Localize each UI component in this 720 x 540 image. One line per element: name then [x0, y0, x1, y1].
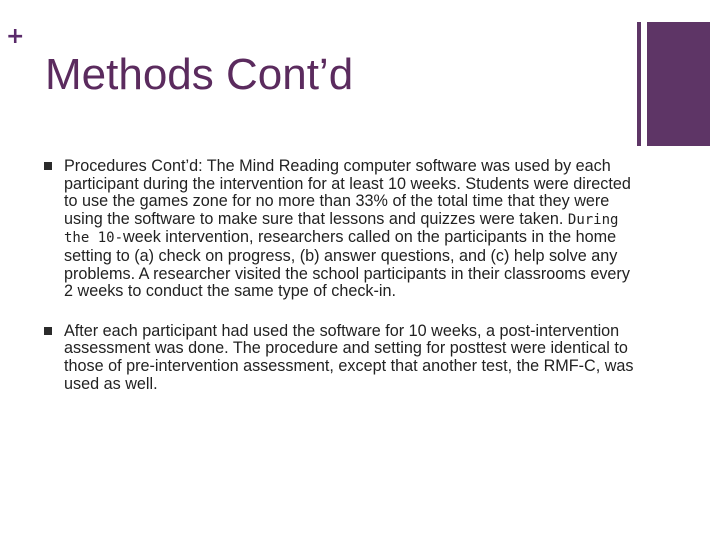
accent-bar-thin — [637, 22, 641, 146]
bullet-text-part1: Procedures Cont’d: The Mind Reading computer software was used by each participant during the intervention for at least 10 weeks. Students were directed to use the games zone for no more than 33% of the total time that they were using the software to make sure that lessons and quizzes were taken. — [64, 157, 631, 228]
square-bullet-icon — [44, 327, 52, 335]
slide-title: Methods Cont’d — [45, 50, 354, 99]
bullet-text: After each participant had used the software for 10 weeks, a post-intervention assessment was done. The procedure and setting for posttest were identical to those of pre-intervention assessment, except that another test, the RMF-C, was used as well. — [64, 321, 634, 393]
plus-icon: + — [6, 24, 25, 49]
bullet-text-mono: During the 10- — [64, 211, 619, 247]
bullet-procedures — [44, 158, 636, 301]
bullet-text-part2: week intervention, researchers called on the participants in the home setting to (a) check on progress, (b) answer questions, and (c) help solve any problems. A researcher visited the school participants in their classrooms every 2 weeks to conduct the same type of check-in. — [64, 228, 630, 301]
bullet-post-intervention — [44, 323, 636, 393]
slide-content — [44, 158, 636, 415]
accent-bar-thick — [647, 22, 710, 146]
square-bullet-icon — [44, 162, 52, 170]
